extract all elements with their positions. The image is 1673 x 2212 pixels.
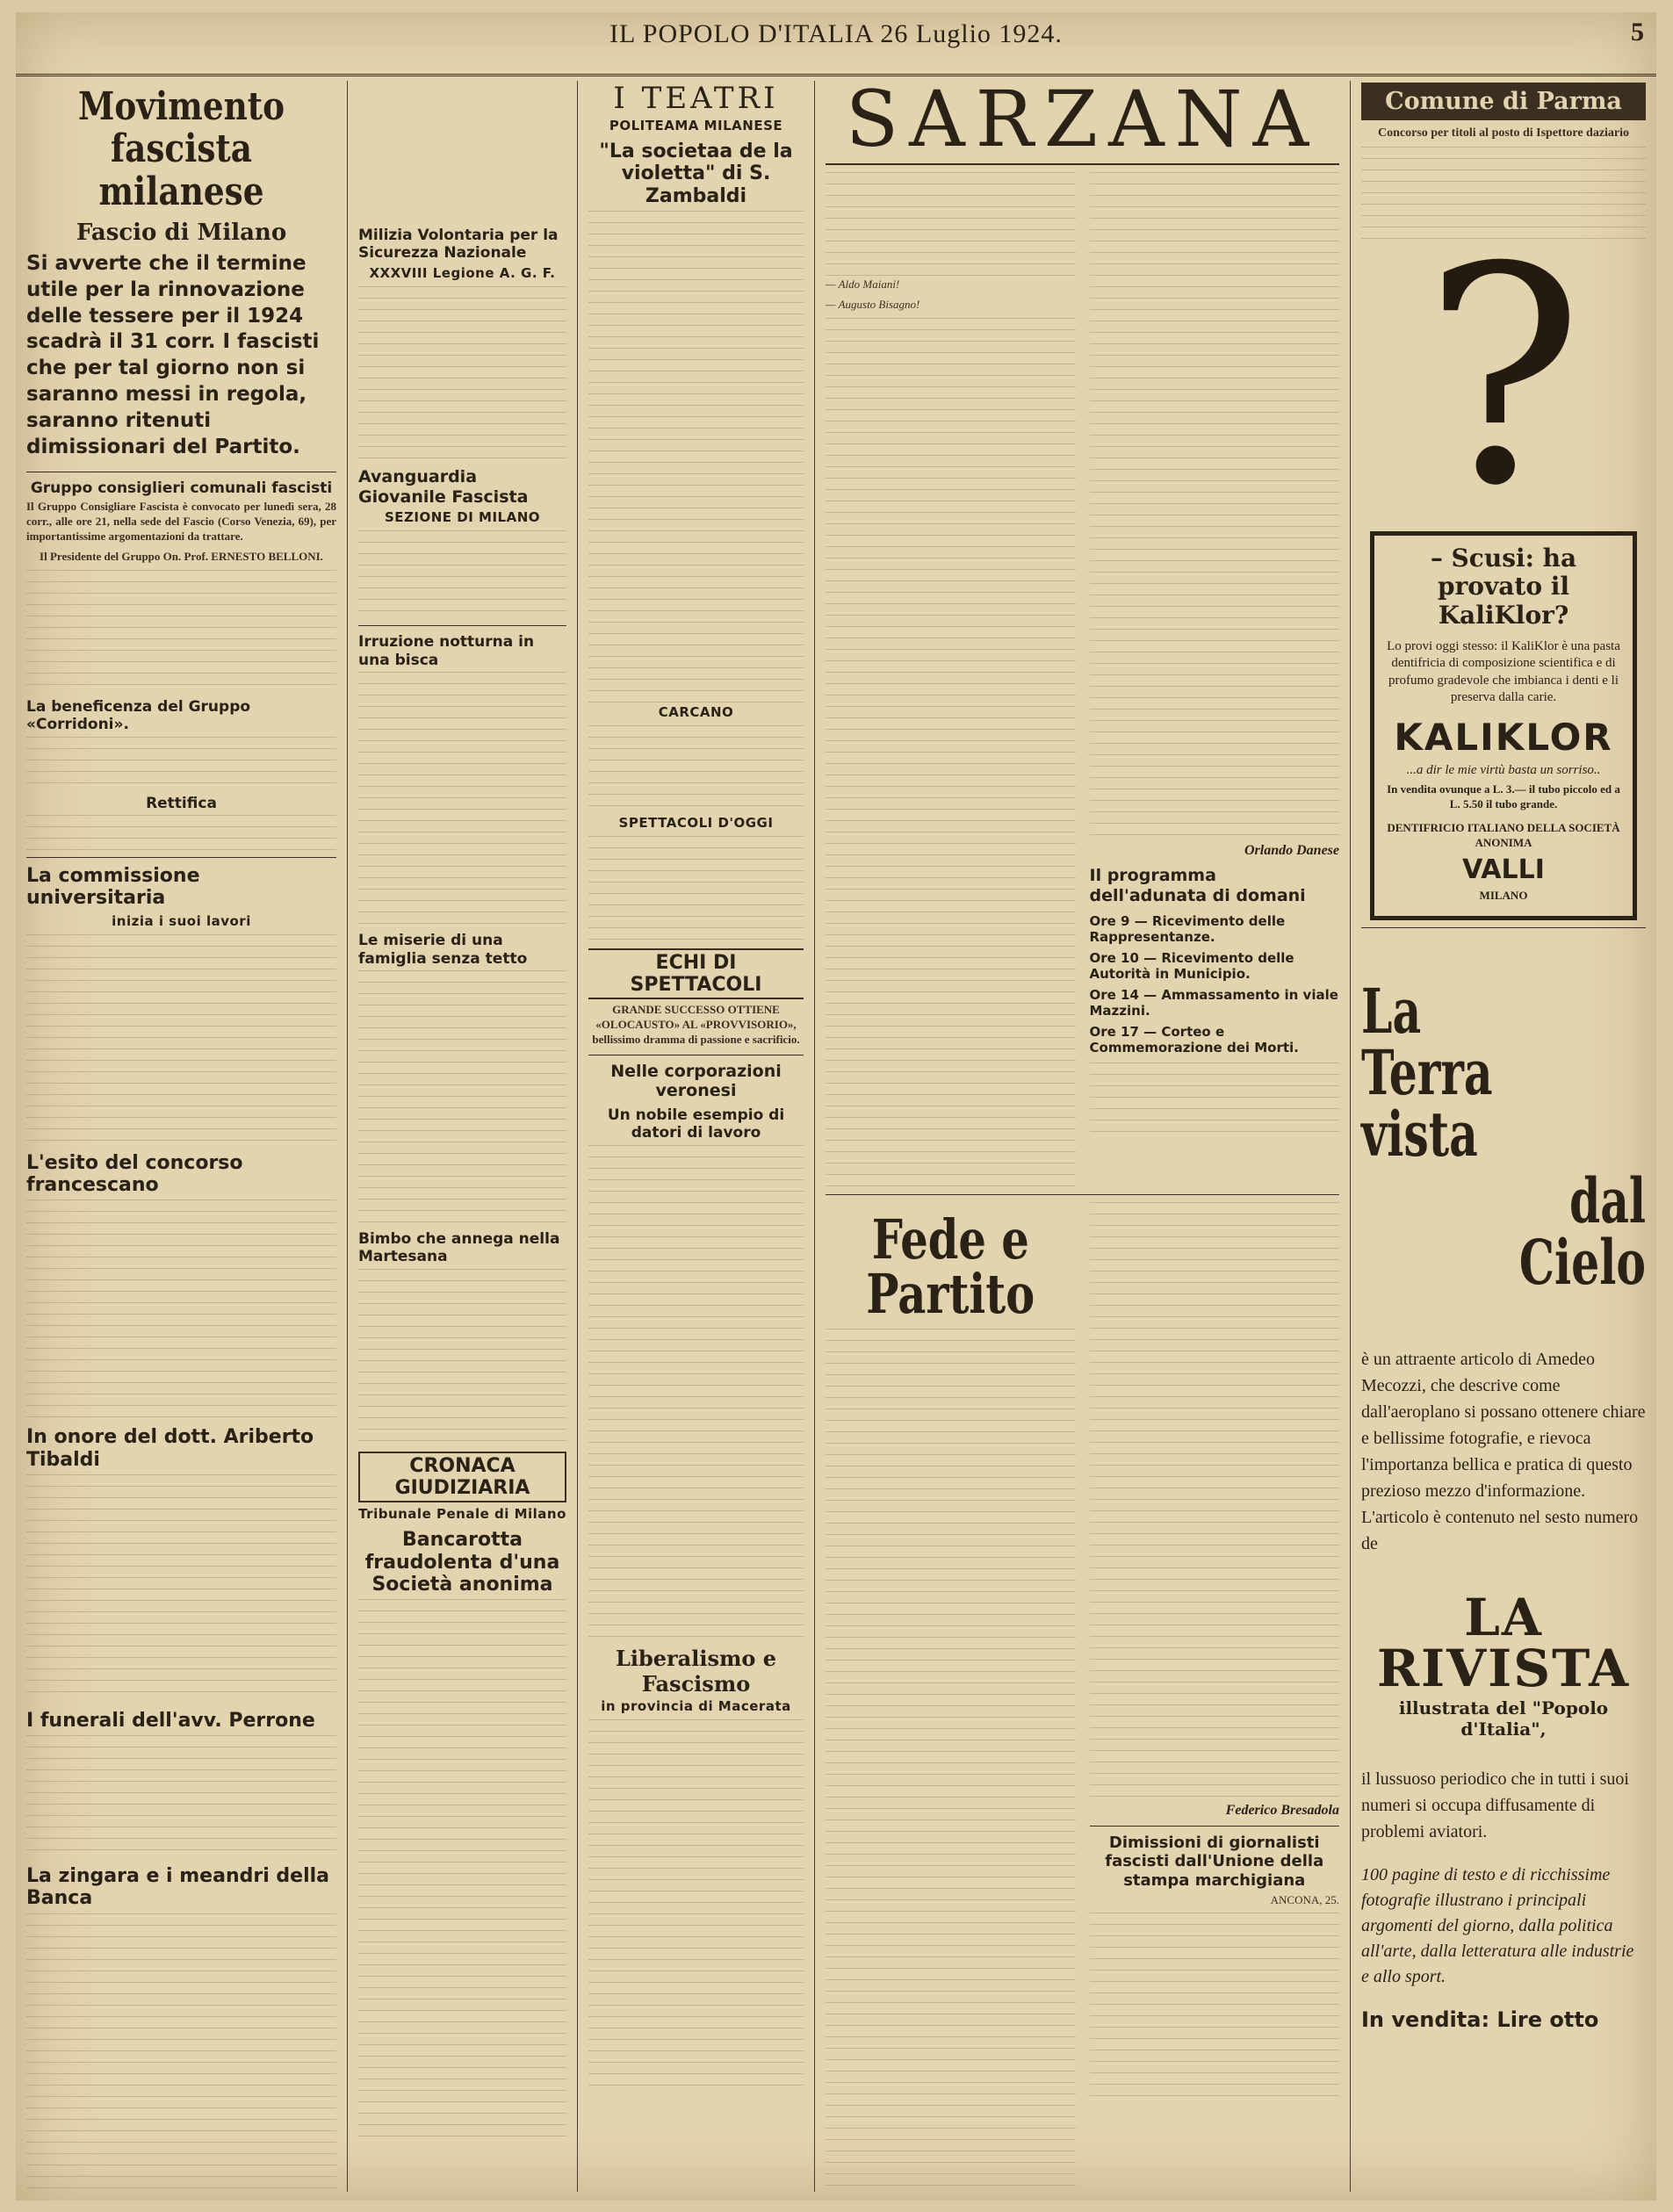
avanguardia-subhead: SEZIONE DI MILANO <box>384 509 540 526</box>
commissione-headline: La commissione universitaria <box>26 865 200 910</box>
liberalismo-headline: Liberalismo e Fascismo <box>615 1645 776 1697</box>
programma-item: Ore 17 — Corteo e Commemorazione dei Morti. <box>1089 1023 1299 1056</box>
text-block <box>1361 147 1646 243</box>
terra-text: è un attraente articolo di Amedeo Mecozzi, che descrive come dall'aeroplano si possano ottenere chiare e bellissime fotografie, e rievoca l'importanza bellica e pratica di questo prezioso mezzo d'informazione. L'articolo è contenuto nel sesto numero de <box>1361 1349 1646 1553</box>
kaliklor-question: – Scusi: ha provato il KaliKlor? <box>1430 544 1577 630</box>
parma-subhead: Concorso per titoli al posto di Ispettore daziario <box>1377 126 1630 140</box>
politeama-subhead: POLITEAMA MILANESE <box>609 118 783 133</box>
kaliklor-slogan: ...a dir le mie virtù basta un sorriso.. <box>1406 762 1601 777</box>
divider <box>358 625 566 626</box>
kaliklor-maker: DENTIFRICIO ITALIANO DELLA SOCIETÀ ANONIMA <box>1387 821 1620 849</box>
text-block <box>26 1474 336 1703</box>
question-mark-illustration: ? <box>1423 204 1584 552</box>
rivista-price: In vendita: Lire otto <box>1361 2007 1599 2032</box>
beneficenza-headline: La beneficenza del Gruppo «Corridoni». <box>26 697 251 734</box>
newspaper-page <box>16 12 1656 2201</box>
spettacoli-subhead: SPETTACOLI D'OGGI <box>618 814 774 831</box>
legione-subhead: XXXVIII Legione A. G. F. <box>369 264 556 281</box>
perrone-headline: I funerali dell'avv. Perrone <box>26 1709 315 1732</box>
text-block <box>826 1329 1076 2192</box>
signature-bisagno: — Augusto Bisagno! <box>826 297 920 311</box>
carcano-subhead: CARCANO <box>658 703 734 720</box>
text-block <box>358 672 566 926</box>
programma-item: Ore 14 — Ammassamento in viale Mazzini. <box>1089 986 1338 1019</box>
masthead <box>16 12 1656 76</box>
text-block <box>358 286 566 462</box>
divider <box>826 1194 1339 1195</box>
programma-item: Ore 9 — Ricevimento delle Rappresentanze. <box>1089 912 1286 945</box>
column-2 <box>348 81 578 2192</box>
text-block <box>26 1735 336 1858</box>
text-block <box>588 1145 804 1637</box>
fascio-notice: Si avverte che il termine utile per la rinnovazione delle tessere per il 1924 scadrà il 31 corr. I fascisti che per tal giorno non si saranno messi in regola, saranno ritenuti dimissionari del Partito. <box>26 251 320 458</box>
cronaca-headline: CRONACA GIUDIZIARIA <box>358 1452 566 1503</box>
liberalismo-subhead: in provincia di Macerata <box>601 1697 791 1714</box>
milizia-headline: Milizia Volontaria per la Sicurezza Nazionale <box>358 227 559 263</box>
programma-item: Ore 10 — Ricevimento delle Autorità in Municipio. <box>1089 949 1294 982</box>
text-block <box>826 172 1076 277</box>
terra-headline-2: dal Cielo <box>1518 1164 1646 1299</box>
text-block <box>26 570 336 693</box>
kaliklor-text: Lo provi oggi stesso: il KaliKlor è una pasta dentifricia di composizione scientifica e di profumo gradevole che imbianca i denti e li preserva dalla carie. <box>1387 638 1620 705</box>
fascio-headline: Fascio di Milano <box>76 220 287 247</box>
rivista-subtitle: illustrata del "Popolo d'Italia", <box>1398 1697 1609 1740</box>
text-block <box>588 211 804 703</box>
echi-subhead: GRANDE SUCCESSO OTTIENE «OLOCAUSTO» AL «PROVVISORIO», bellissimo dramma di passione e sacrificio. <box>592 1003 800 1047</box>
concorso-headline: L'esito del concorso francescano <box>26 1151 243 1196</box>
dimissioni-headline: Dimissioni di giornalisti fascisti dall'Unione della stampa marchigiana <box>1105 1833 1324 1890</box>
programma-headline: Il programma dell'adunata di domani <box>1089 866 1306 905</box>
text-block <box>26 815 336 850</box>
text-block <box>358 530 566 618</box>
text-block <box>26 1200 336 1419</box>
rivista-text: il lussuoso periodico che in tutti i suoi numeri si occupa diffusamente di problemi aviatori. <box>1361 1769 1629 1841</box>
kaliklor-company: VALLI <box>1462 854 1545 885</box>
sarzana-headline: SARZANA <box>826 81 1339 165</box>
rivista-promo: 100 pagine di testo e di ricchissime fotografie illustrano i principali argomenti del giorno, dalla politica all'arte, dalla letteratura alle industrie e allo sport. <box>1361 1864 1634 1986</box>
teatri-headline: I TEATRI <box>613 81 779 116</box>
column-5 <box>1351 81 1656 2192</box>
movimento-headline: Movimento fascista milanese <box>77 84 285 214</box>
text-block <box>358 1269 566 1445</box>
text-block <box>588 725 804 813</box>
text-block <box>1090 172 1340 839</box>
tribunale-subhead: Tribunale Penale di Milano <box>358 1506 566 1523</box>
bimbo-headline: Bimbo che annega nella Martesana <box>358 1229 560 1266</box>
signature-maiani: — Aldo Maiani! <box>826 277 900 291</box>
miserie-headline: Le miserie di una famiglia senza tetto <box>358 932 528 968</box>
tibaldi-headline: In onore del dott. Ariberto Tibaldi <box>26 1426 314 1471</box>
text-block <box>26 1913 336 2192</box>
rivista-title: LA RIVISTA <box>1376 1587 1631 1698</box>
divider <box>588 1055 804 1056</box>
corporazioni-subhead: Un nobile esempio di datori di lavoro <box>607 1106 785 1142</box>
text-block <box>26 934 336 1145</box>
kaliklor-ad <box>1370 531 1637 920</box>
irruzione-headline: Irruzione notturna in una bisca <box>358 633 535 669</box>
programma-list <box>1090 913 1340 1056</box>
author-bresadola: Federico Bresadola <box>1225 1802 1339 1818</box>
terra-headline-1: La Terra vista <box>1361 974 1493 1171</box>
column-4 <box>815 81 1351 2192</box>
violetta-headline: "La societaa de la violetta" di S. Zambaldi <box>599 141 793 207</box>
divider <box>26 857 336 858</box>
avanguardia-headline: Avanguardia Giovanile Fascista <box>358 466 529 507</box>
divider <box>1361 927 1646 928</box>
gruppo-text: Il Gruppo Consigliare Fascista è convocato per lunedì sera, 28 corr., alle ore 21, nella sede del Fascio (Corso Venezia, 69), per importantissime argomentazioni da trattare. <box>26 500 336 544</box>
echi-headline: ECHI DI SPETTACOLI <box>588 948 804 1000</box>
author-danese: Orlando Danese <box>1244 843 1339 858</box>
kaliklor-price: In vendita ovunque a L. 3.— il tubo piccolo ed a L. 5.50 il tubo grande. <box>1387 782 1620 811</box>
bancarotta-headline: Bancarotta fraudolenta d'una Società anonima <box>364 1529 560 1596</box>
fede-article <box>826 1202 1339 2192</box>
text-block <box>1090 1063 1340 1142</box>
text-block <box>358 1599 566 2144</box>
corporazioni-headline: Nelle corporazioni veronesi <box>610 1062 782 1100</box>
parma-headline: Comune di Parma <box>1361 83 1646 120</box>
text-block <box>1090 1913 1340 2106</box>
commissione-subhead: inizia i suoi lavori <box>112 912 251 929</box>
column-1 <box>16 81 348 2192</box>
text-block <box>1090 1202 1340 1799</box>
fede-headline: Fede e Partito <box>866 1207 1035 1326</box>
dimissioni-dateline: ANCONA, 25. <box>1270 1892 1339 1906</box>
zingara-headline: La zingara e i meandri della Banca <box>26 1865 330 1910</box>
text-block <box>588 1719 804 2088</box>
masthead-title: IL POPOLO D'ITALIA 26 Luglio 1924. <box>609 19 1063 48</box>
gruppo-headline: Gruppo consiglieri comunali fascisti <box>30 479 333 497</box>
text-block <box>826 318 1076 1187</box>
kaliklor-brand: KALIKLOR <box>1394 715 1613 759</box>
gruppo-signature: Il Presidente del Gruppo On. Prof. ERNESTO BELLONI. <box>40 549 323 563</box>
divider <box>1090 1826 1340 1827</box>
kaliklor-city: MILANO <box>1479 888 1528 902</box>
text-block <box>358 970 566 1225</box>
page-number: 5 <box>1631 18 1644 47</box>
rettifica-headline: Rettifica <box>146 794 217 812</box>
text-block <box>588 836 804 941</box>
column-3 <box>578 81 815 2192</box>
text-block <box>26 737 336 789</box>
sarzana-article <box>826 172 1339 1187</box>
